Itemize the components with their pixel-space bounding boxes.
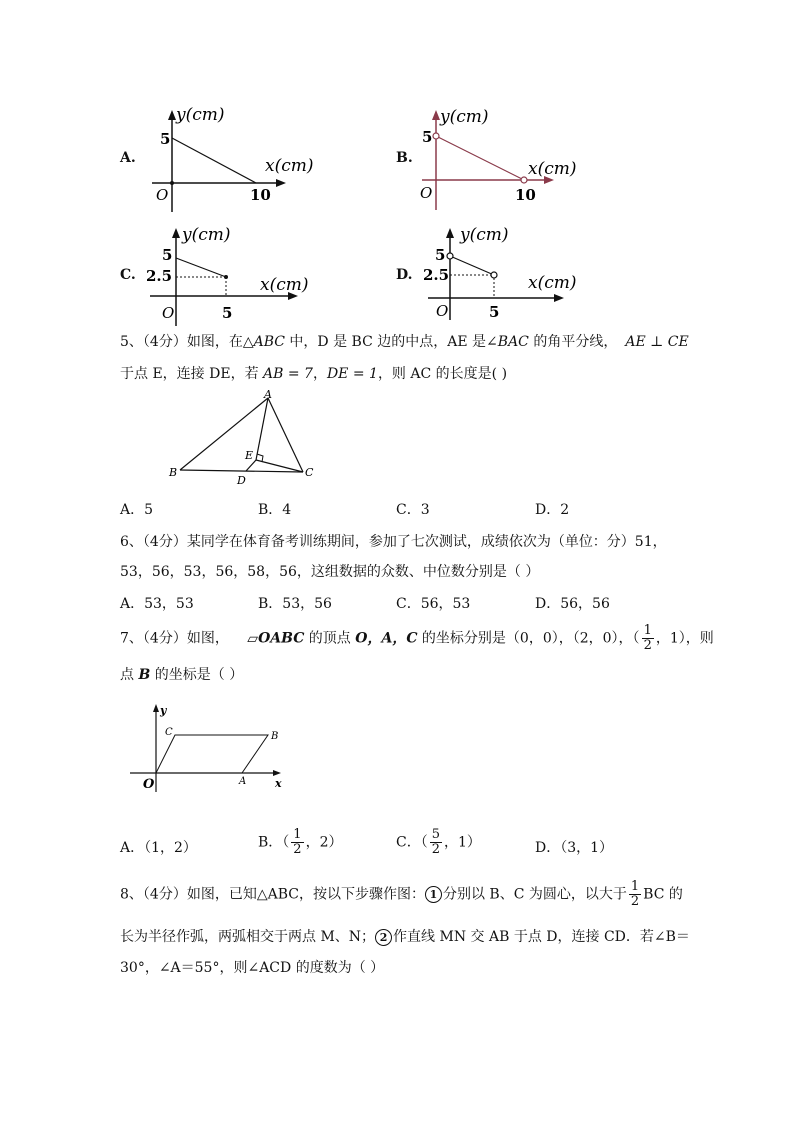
q5-option-d[interactable]: D．2 <box>535 502 570 518</box>
graph-c-x-label: x(cm) <box>260 275 309 295</box>
graph-c <box>142 220 322 330</box>
step-2-icon: 2 <box>375 929 392 946</box>
q7-point-a: A <box>239 776 247 787</box>
q6-line-1: 6、（4分）某同学在体育备考训练期间，参加了七次测试，成绩依次为（单位：分）51， <box>120 534 667 550</box>
q7-line-2: 点 B 的坐标是（ ） <box>120 667 244 683</box>
graph-a-y-tick: 5 <box>160 130 171 148</box>
graph-a-label: A. <box>120 150 136 166</box>
graph-c-x-tick: 5 <box>222 304 233 322</box>
q7-point-c: C <box>165 727 173 738</box>
graph-b-x-tick: 10 <box>515 186 536 204</box>
graph-d-origin: O <box>436 302 449 320</box>
graph-b-origin: O <box>420 184 433 202</box>
q8-line-3: 30°，∠A＝55°，则∠ACD 的度数为（ ） <box>120 960 385 976</box>
q6-option-a[interactable]: A．53，53 <box>120 596 194 612</box>
graph-d-x-label: x(cm) <box>528 273 577 293</box>
q5-point-a: A <box>264 388 272 401</box>
q5-option-b[interactable]: B．4 <box>258 502 292 518</box>
q5-triangle-figure <box>165 388 325 488</box>
graph-a <box>140 100 320 215</box>
graph-c-origin: O <box>162 304 175 322</box>
graph-c-y-tick-top: 5 <box>162 246 173 264</box>
step-1-icon: 1 <box>425 886 442 903</box>
graph-b-x-label: x(cm) <box>528 159 577 179</box>
q7-parallelogram-figure <box>125 700 295 795</box>
graph-d-label: D. <box>396 267 413 283</box>
graph-c-label: C. <box>120 267 136 283</box>
graph-d-y-tick-mid: 2.5 <box>423 266 450 284</box>
q5-point-e: E <box>245 449 254 462</box>
q7-line-1: 7、（4分）如图， ▱OABC 的顶点 O，A，C 的坐标分别是（0，0），（2，0），（ $\frac{1}{2}$ ，1），则 <box>120 623 714 653</box>
graph-a-x-label: x(cm) <box>265 156 314 176</box>
q5-point-b: B <box>169 466 178 479</box>
q7-point-o: O <box>143 777 155 792</box>
graph-b-y-label: y(cm) <box>440 107 489 127</box>
q5-option-a[interactable]: A．5 <box>120 502 154 518</box>
q5-option-c[interactable]: C．3 <box>396 502 430 518</box>
q6-option-d[interactable]: D．56，56 <box>535 596 610 612</box>
graph-a-y-label: y(cm) <box>176 105 225 125</box>
graph-c-y-tick-mid: 2.5 <box>146 267 173 285</box>
graph-d-y-label: y(cm) <box>460 225 509 245</box>
q7-point-b: B <box>271 731 279 742</box>
q6-option-b[interactable]: B．53，56 <box>258 596 332 612</box>
graph-d <box>420 220 600 320</box>
graph-b <box>412 100 592 215</box>
q7-option-c[interactable]: C．（ $\frac{5}{2}$ ，1） <box>396 827 481 857</box>
q7-x-axis-label: x <box>275 777 282 790</box>
q5-point-d: D <box>237 474 246 487</box>
graph-d-x-tick: 5 <box>489 303 500 320</box>
q7-option-a[interactable]: A．（1，2） <box>120 840 197 856</box>
q7-option-d[interactable]: D．（3，1） <box>535 840 614 856</box>
q5-line-1: 5、（4分）如图，在△ABC 中，D 是 BC 边的中点，AE 是∠BAC 的角平分线， AE ⊥ CE <box>120 334 689 350</box>
q7-option-b[interactable]: B．（ $\frac{1}{2}$ ，2） <box>258 827 343 857</box>
graph-b-label: B. <box>396 150 413 166</box>
q7-y-axis-label: y <box>160 704 167 717</box>
q6-line-2: 53，56，53，56，58，56，这组数据的众数、中位数分别是（ ） <box>120 564 540 580</box>
graph-c-y-label: y(cm) <box>182 225 231 245</box>
graph-a-origin: O <box>156 186 169 204</box>
q6-option-c[interactable]: C．56，53 <box>396 596 471 612</box>
q8-line-2: 长为半径作弧，两弧相交于两点 M、N； 2 作直线 MN 交 AB 于点 D，连接 CD．若∠B＝ <box>120 929 690 945</box>
graph-a-x-tick: 10 <box>250 186 271 204</box>
q5-line-2: 于点 E，连接 DE，若 AB = 7，DE = 1，则 AC 的长度是( ) <box>120 366 508 382</box>
q8-line-1: 8、（4分）如图，已知△ABC，按以下步骤作图： 1 分别以 B、C 为圆心，以大于 $\frac{1}{2}$ BC 的 <box>120 879 683 909</box>
graph-b-y-tick: 5 <box>422 128 433 146</box>
q5-point-c: C <box>305 466 314 479</box>
graph-d-y-tick-top: 5 <box>435 246 446 264</box>
